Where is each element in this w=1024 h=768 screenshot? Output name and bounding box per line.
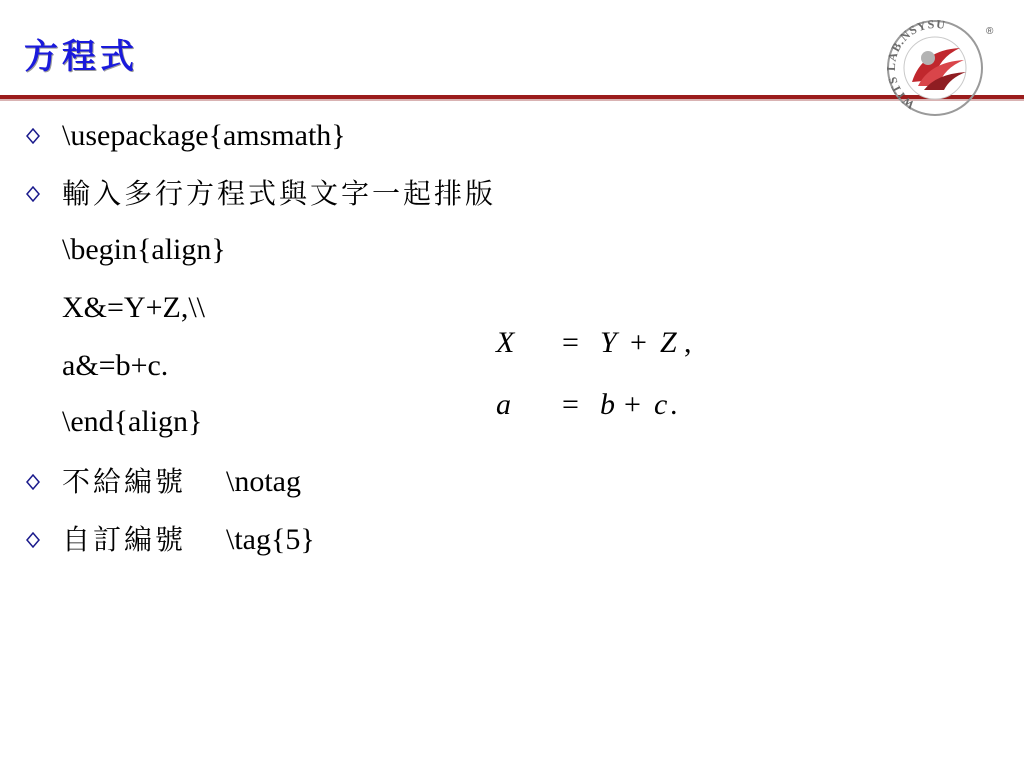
- eq2-punct: .: [670, 388, 678, 421]
- diamond-bullet-icon: [24, 112, 42, 160]
- eq1-punct: ,: [684, 326, 692, 359]
- bullet-tag: [62, 516, 315, 564]
- eq2-rhs-b: c: [654, 388, 668, 421]
- wits-lab-logo: [872, 20, 998, 120]
- code-line-a: a&=b+c.: [62, 349, 169, 382]
- code-line-begin: \begin{align}: [62, 233, 226, 266]
- bullet-notag-code: \notag: [226, 465, 302, 498]
- logo-ring-text: WITS LAB.NSYSU: [883, 20, 947, 113]
- diamond-bullet-icon: [24, 458, 42, 506]
- equation-row-1: [494, 326, 724, 370]
- title-rule-shadow: [0, 99, 1024, 101]
- registered-mark-icon: ®: [986, 26, 994, 37]
- bullet-tag-label: 自訂編號: [62, 523, 187, 556]
- diamond-bullet-icon: [24, 170, 42, 218]
- eq2-lhs: a: [496, 388, 511, 421]
- code-line-end: \end{align}: [62, 405, 203, 438]
- slide-title: 方程式: [24, 37, 138, 77]
- equation-row-2: [494, 388, 724, 432]
- bullet-notag: [62, 458, 301, 506]
- bullet-multiline-text: 輸入多行方程式與文字一起排版: [62, 177, 497, 210]
- eq2-rhs-a: b: [600, 388, 615, 421]
- code-line-x: X&=Y+Z,\\: [62, 291, 205, 324]
- bullet-usepackage: \usepackage{amsmath}: [62, 119, 346, 152]
- eq2-equals: =: [562, 388, 579, 421]
- eq1-lhs: X: [496, 326, 515, 359]
- eq1-equals: =: [562, 326, 579, 359]
- eq1-rhs-b: Z: [660, 326, 677, 359]
- bullet-notag-label: 不給編號: [62, 465, 187, 498]
- bullet-tag-code: \tag{5}: [226, 523, 315, 556]
- eq1-plus: +: [630, 326, 647, 359]
- eq2-plus: +: [624, 388, 641, 421]
- eq1-rhs-a: Y: [600, 326, 617, 359]
- diamond-bullet-icon: [24, 516, 42, 564]
